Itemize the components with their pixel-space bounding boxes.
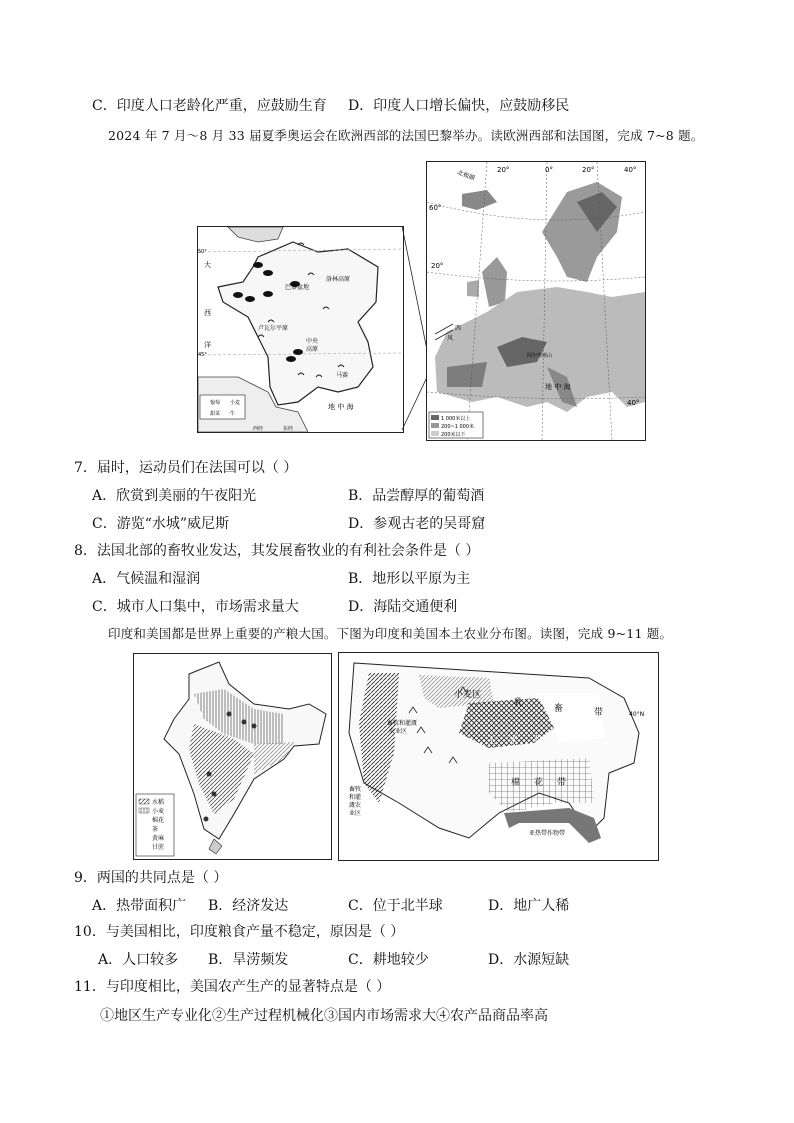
svg-text:乳: 乳 (514, 698, 524, 708)
svg-text:1 000米以上: 1 000米以上 (441, 416, 471, 422)
q8-option-b: B．地形以平原为主 (348, 571, 471, 587)
svg-text:北极圈: 北极圈 (456, 169, 476, 183)
q10-option-a: A．人口较多 (98, 952, 179, 968)
q10-option-b: B．旱涝频发 (208, 952, 289, 968)
svg-text:黄麻: 黄麻 (152, 835, 165, 842)
svg-text:带: 带 (534, 736, 544, 746)
svg-text:卢瓦尔平原: 卢瓦尔平原 (258, 325, 289, 332)
svg-text:洛林高原: 洛林高原 (326, 276, 351, 283)
q11-items: ①地区生产专业化②生产过程机械化③国内市场需求大④农产品商品率高 (100, 1008, 548, 1024)
svg-text:棉: 棉 (511, 778, 521, 788)
svg-text:0°: 0° (545, 166, 553, 174)
svg-text:地 中 海: 地 中 海 (545, 383, 571, 391)
svg-text:东经: 东经 (283, 426, 294, 432)
svg-text:玉: 玉 (487, 736, 497, 746)
svg-text:50°: 50° (198, 249, 207, 255)
q6-option-d: D．印度人口增长偏快，应鼓励移民 (348, 98, 570, 114)
q10-stem: 10．与美国相比，印度粮食产量不稳定，原因是（ ） (74, 924, 405, 940)
q11-stem: 11．与印度相比，美国农产生产的显著特点是（ ） (74, 979, 391, 995)
svg-text:20°: 20° (582, 166, 595, 174)
svg-text:洋: 洋 (204, 341, 211, 349)
usa-map (338, 652, 659, 861)
svg-text:西: 西 (455, 325, 462, 332)
svg-text:60°: 60° (429, 204, 442, 212)
svg-text:牛: 牛 (230, 411, 236, 417)
europe-map (426, 161, 646, 441)
france-map (197, 226, 404, 433)
q8-option-c: C．城市人口集中，市场需求量大 (92, 599, 299, 615)
svg-text:农业区: 农业区 (389, 728, 408, 735)
svg-text:小麦: 小麦 (230, 400, 241, 406)
svg-text:风: 风 (447, 335, 454, 342)
svg-text:棉花: 棉花 (152, 817, 165, 824)
svg-text:业区: 业区 (349, 810, 362, 817)
svg-text:20°: 20° (497, 166, 510, 174)
svg-text:带: 带 (594, 708, 604, 718)
svg-text:200米以下: 200米以下 (441, 432, 466, 438)
svg-text:40°N: 40°N (629, 711, 645, 718)
q7-option-c: C．游览“水城”威尼斯 (92, 516, 230, 532)
q10-option-c: C．耕地较少 (348, 952, 429, 968)
svg-text:带: 带 (557, 778, 567, 788)
svg-text:溉农: 溉农 (349, 802, 362, 809)
intro-7-8: 2024 年 7 月～8 月 33 届夏季奥运会在欧洲西部的法国巴黎举办。读欧洲西部和法国图，完成 7~8 题。 (108, 128, 704, 143)
svg-text:巴黎盆地: 巴黎盆地 (285, 284, 310, 291)
svg-text:高原: 高原 (306, 346, 319, 353)
svg-text:米: 米 (509, 736, 519, 746)
q9-stem: 9．两国的共同点是（ ） (74, 870, 228, 886)
svg-text:甜菜: 甜菜 (210, 411, 221, 417)
svg-text:畜牧: 畜牧 (349, 786, 362, 793)
india-map (133, 653, 332, 860)
q8-stem: 8．法国北部的畜牧业发达，其发展畜牧业的有利社会条件是（ ） (74, 543, 480, 559)
q9-option-d: D．地广人稀 (488, 898, 570, 914)
q10-option-d: D．水源短缺 (488, 952, 570, 968)
svg-text:地 中 海: 地 中 海 (328, 403, 354, 411)
svg-text:20°: 20° (431, 262, 444, 270)
svg-text:西: 西 (204, 309, 211, 317)
svg-text:和灌: 和灌 (349, 794, 362, 801)
q9-option-c: C．位于北半球 (348, 898, 443, 914)
q9-option-a: A．热带面积广 (92, 898, 187, 914)
q7-option-b: B．品尝醇厚的葡萄酒 (348, 488, 485, 504)
svg-text:40°: 40° (627, 399, 640, 407)
q9-option-b: B．经济发达 (208, 898, 289, 914)
q8-option-a: A．气候温和湿润 (92, 571, 201, 587)
svg-text:200~1 000米: 200~1 000米 (441, 424, 475, 430)
svg-text:畜: 畜 (554, 704, 564, 714)
svg-text:西经: 西经 (253, 426, 264, 432)
svg-text:中央: 中央 (306, 338, 319, 345)
svg-text:茶: 茶 (152, 826, 159, 833)
svg-text:大: 大 (204, 261, 211, 269)
svg-text:阿尔卑斯山: 阿尔卑斯山 (527, 353, 553, 359)
svg-text:水稻: 水稻 (152, 799, 165, 806)
q7-stem: 7．届时，运动员们在法国可以（ ） (74, 460, 298, 476)
q7-option-d: D．参观古老的吴哥窟 (348, 516, 486, 532)
q7-option-a: A．欣赏到美丽的午夜阳光 (92, 488, 257, 504)
svg-text:花: 花 (534, 778, 544, 788)
svg-text:小麦区: 小麦区 (454, 690, 482, 700)
svg-text:亚热带作物带: 亚热带作物带 (529, 830, 566, 837)
svg-text:马赛: 马赛 (336, 372, 349, 379)
q8-option-d: D．海陆交通便利 (348, 599, 458, 615)
svg-text:45°: 45° (198, 352, 207, 358)
svg-text:畜牧和灌溉: 畜牧和灌溉 (387, 720, 418, 727)
svg-text:小麦: 小麦 (152, 808, 165, 815)
intro-9-11: 印度和美国都是世界上重要的产粮大国。下图为印度和美国本土农业分布图。读图，完成 9~11 题。 (108, 626, 673, 641)
svg-text:甘蔗: 甘蔗 (152, 844, 165, 851)
svg-text:葡萄: 葡萄 (210, 400, 221, 406)
q6-option-c: C．印度人口老龄化严重，应鼓励生育 (92, 98, 327, 114)
svg-text:40°: 40° (624, 166, 637, 174)
